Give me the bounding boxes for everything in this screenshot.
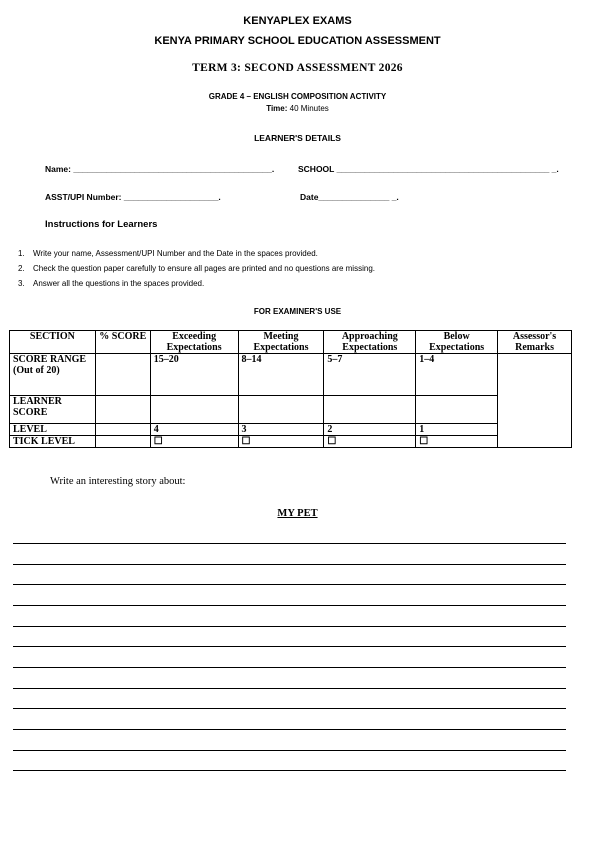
instruction-item — [18, 279, 204, 288]
grade-subject: GRADE 4 – ENGLISH COMPOSITION ACTIVITY — [208, 92, 387, 101]
time-label: Time: — [266, 104, 288, 113]
table-row — [10, 436, 572, 448]
writing-line[interactable] — [13, 688, 566, 689]
writing-line[interactable] — [13, 584, 566, 585]
composition-title: MY PET — [277, 508, 318, 519]
school-field[interactable]: SCHOOL _____________________________________________ _. — [298, 164, 559, 174]
cell-exceeding: 15–20 — [150, 354, 238, 396]
table-header-row — [10, 331, 572, 354]
examiner-use-title: FOR EXAMINER'S USE — [253, 307, 342, 316]
row-section: SCORE RANGE (Out of 20) — [10, 354, 96, 396]
asst-upi-field[interactable]: ASST/UPI Number: ____________________. — [45, 192, 221, 202]
row-score[interactable] — [95, 396, 150, 424]
instruction-text: Answer all the questions in the spaces provided. — [33, 279, 205, 288]
examiner-table — [9, 330, 572, 448]
writing-line[interactable] — [13, 770, 566, 771]
writing-line[interactable] — [13, 708, 566, 709]
cell-approaching: 2 — [324, 424, 416, 436]
writing-line[interactable] — [13, 564, 566, 565]
cell-exceeding[interactable] — [150, 396, 238, 424]
cell-meeting: 3 — [238, 424, 324, 436]
instruction-text: Write your name, Assessment/UPI Number and the Date in the spaces provided. — [33, 249, 318, 258]
writing-line[interactable] — [13, 605, 566, 606]
instruction-item — [18, 264, 375, 273]
composition-title-wrap — [0, 503, 595, 521]
learner-details-title: LEARNER'S DETAILS — [254, 133, 341, 143]
assessor-remarks-cell[interactable] — [498, 354, 572, 448]
writing-line[interactable] — [13, 626, 566, 627]
row-section: LEARNER SCORE — [10, 396, 96, 424]
table-row — [10, 424, 572, 436]
composition-prompt: Write an interesting story about: — [50, 476, 186, 487]
cell-exceeding: 4 — [150, 424, 238, 436]
term-title: TERM 3: SECOND ASSESSMENT 2026 — [192, 62, 403, 74]
cell-meeting: 8–14 — [238, 354, 324, 396]
tick-checkbox[interactable]: ☐ — [238, 436, 324, 448]
tick-checkbox[interactable]: ☐ — [150, 436, 238, 448]
cell-below[interactable] — [416, 396, 498, 424]
row-score — [95, 436, 150, 448]
cell-meeting[interactable] — [238, 396, 324, 424]
instruction-text: Check the question paper carefully to ensure all pages are printed and no questions are missing. — [33, 264, 375, 273]
header-section: SECTION — [10, 331, 96, 354]
writing-line[interactable] — [13, 667, 566, 668]
writing-line[interactable] — [13, 729, 566, 730]
row-section: TICK LEVEL — [10, 436, 96, 448]
instructions-title: Instructions for Learners — [45, 219, 158, 230]
table-row — [10, 354, 572, 396]
time-allowed — [0, 104, 595, 113]
table-row — [10, 396, 572, 424]
cell-approaching: 5–7 — [324, 354, 416, 396]
assessment-title: KENYA PRIMARY SCHOOL EDUCATION ASSESSMENT — [154, 35, 441, 47]
header-meeting: Meeting Expectations — [238, 331, 324, 354]
cell-approaching[interactable] — [324, 396, 416, 424]
header-below: Below Expectations — [416, 331, 498, 354]
writing-line[interactable] — [13, 646, 566, 647]
tick-checkbox[interactable]: ☐ — [324, 436, 416, 448]
row-score[interactable] — [95, 354, 150, 396]
instruction-number: 3. — [18, 279, 25, 288]
time-value: 40 Minutes — [289, 104, 329, 113]
instruction-number: 2. — [18, 264, 25, 273]
tick-checkbox[interactable]: ☐ — [416, 436, 498, 448]
name-field[interactable]: Name: __________________________________________. — [45, 164, 275, 174]
exam-org: KENYAPLEX EXAMS — [243, 15, 352, 27]
cell-below: 1–4 — [416, 354, 498, 396]
header-remarks: Assessor's Remarks — [498, 331, 572, 354]
date-field[interactable]: Date_______________ _. — [300, 192, 399, 202]
header-approaching: Approaching Expectations — [324, 331, 416, 354]
row-section: LEVEL — [10, 424, 96, 436]
row-score — [95, 424, 150, 436]
instruction-number: 1. — [18, 249, 25, 258]
writing-line[interactable] — [13, 543, 566, 544]
writing-line[interactable] — [13, 750, 566, 751]
header-score: % SCORE — [95, 331, 150, 354]
header-exceeding: Exceeding Expectations — [150, 331, 238, 354]
cell-below: 1 — [416, 424, 498, 436]
instruction-item — [18, 249, 318, 258]
